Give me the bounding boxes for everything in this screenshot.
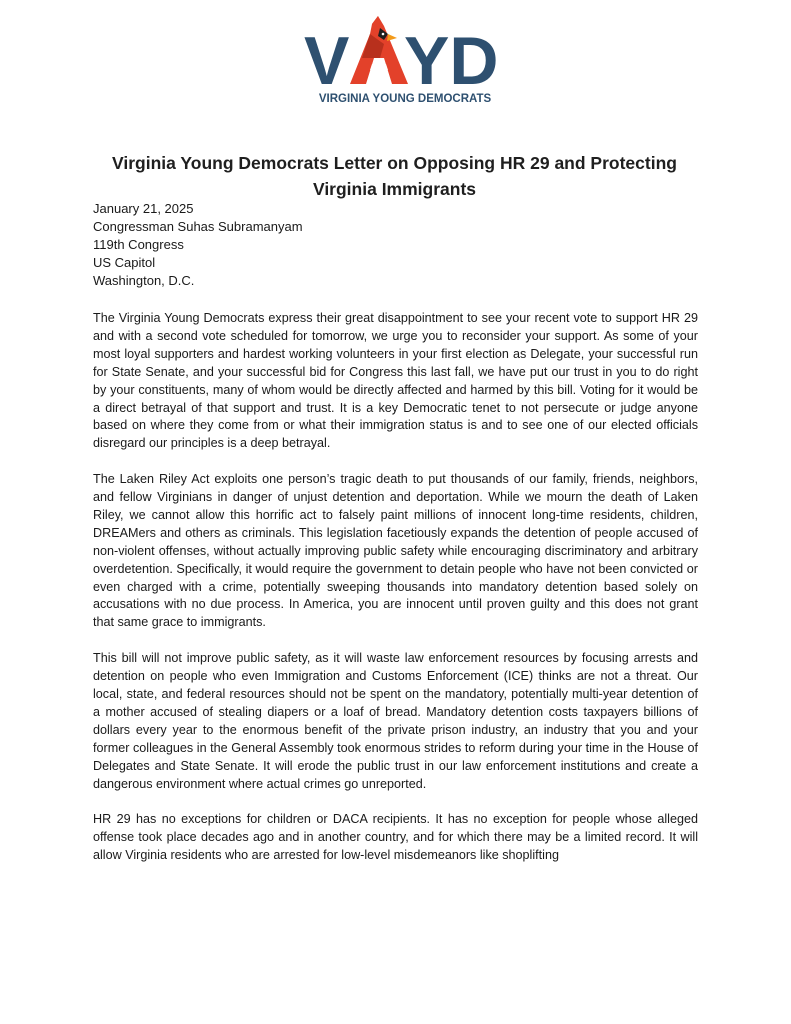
vayd-logo (300, 14, 510, 106)
letter-date: January 21, 2025 (93, 201, 194, 216)
logo-subtitle: VIRGINIA YOUNG DEMOCRATS (318, 93, 492, 105)
recipient-city: Washington, D.C. (93, 273, 195, 288)
address-block (93, 200, 303, 290)
vayd-logo-graphic (300, 14, 510, 106)
body-paragraph-4: HR 29 has no exceptions for children or DACA recipients. It has no exception for people whose alleged offense took place decades ago and in another country, and for which there may be a limited record. It will allow Virginia residents who are arrested for low-level misdemeanors like shoplifting (93, 812, 698, 863)
body-paragraph-1: The Virginia Young Democrats express their great disappointment to see your recent vote to support HR 29 and with a second vote scheduled for tomorrow, we urge you to reconsider your support. As some of your most loyal supporters and hardest working volunteers in your first election as Delegate, your successful run for State Senate, and your successful bid for Congress this last fall, we have put our trust in you to do right by your constituents, many of whom would be directly affected and harmed by this bill. Voting for it would be a direct betrayal of that support and trust. It is a key Democratic tenet to not persecute or judge anyone based on where they come from or what their immigration status is and to see one of our elected officials disregard our principles is a deep betrayal. (93, 311, 698, 451)
logo-letter-v: V (304, 23, 350, 99)
letter-body (93, 310, 698, 883)
recipient-congress: 119th Congress (93, 237, 184, 252)
recipient-name: Congressman Suhas Subramanyam (93, 219, 303, 234)
logo-letters-yd: YD (404, 23, 499, 99)
letter-title: Virginia Young Democrats Letter on Opposing HR 29 and Protecting Virginia Immigrants (112, 153, 677, 199)
body-paragraph-2: The Laken Riley Act exploits one person’s tragic death to put thousands of our family, friends, neighbors, and fellow Virginians in danger of unjust detention and deportation. While we mourn the death of Laken Riley, we cannot allow this horrific act to falsely paint millions of innocent long-time residents, children, DREAMers and others as criminals. This legislation facetiously expands the detention of people accused of non-violent offenses, without actually improving public safety while encouraging discriminatory and arbitrary overdetention. Specifically, it would require the government to detain people who have not been convicted or even charged with a crime, potentially sweeping thousands into mandatory detention based solely on accusations with no due process. In America, you are innocent until proven guilty and this does not grant that same grace to immigrants. (93, 472, 698, 630)
recipient-building: US Capitol (93, 255, 156, 270)
body-paragraph-3: This bill will not improve public safety, as it will waste law enforcement resources by focusing arrests and detention on people who even Immigration and Customs Enforcement (ICE) thinks are not a threat. Our local, state, and federal resources should not be spent on the mandatory, potentially multi-year detention of a mother accused of stealing diapers or a loaf of bread. Mandatory detention costs taxpayers billions of dollars every year to the enormous benefit of the private prison industry, an industry that you and your former colleagues in the General Assembly took enormous strides to reform during your time in the House of Delegates and State Senate. It will erode the public trust in our law enforcement institutions and create a dangerous environment where actual crimes go unreported. (93, 651, 698, 791)
cardinal-bird-icon (350, 16, 408, 84)
